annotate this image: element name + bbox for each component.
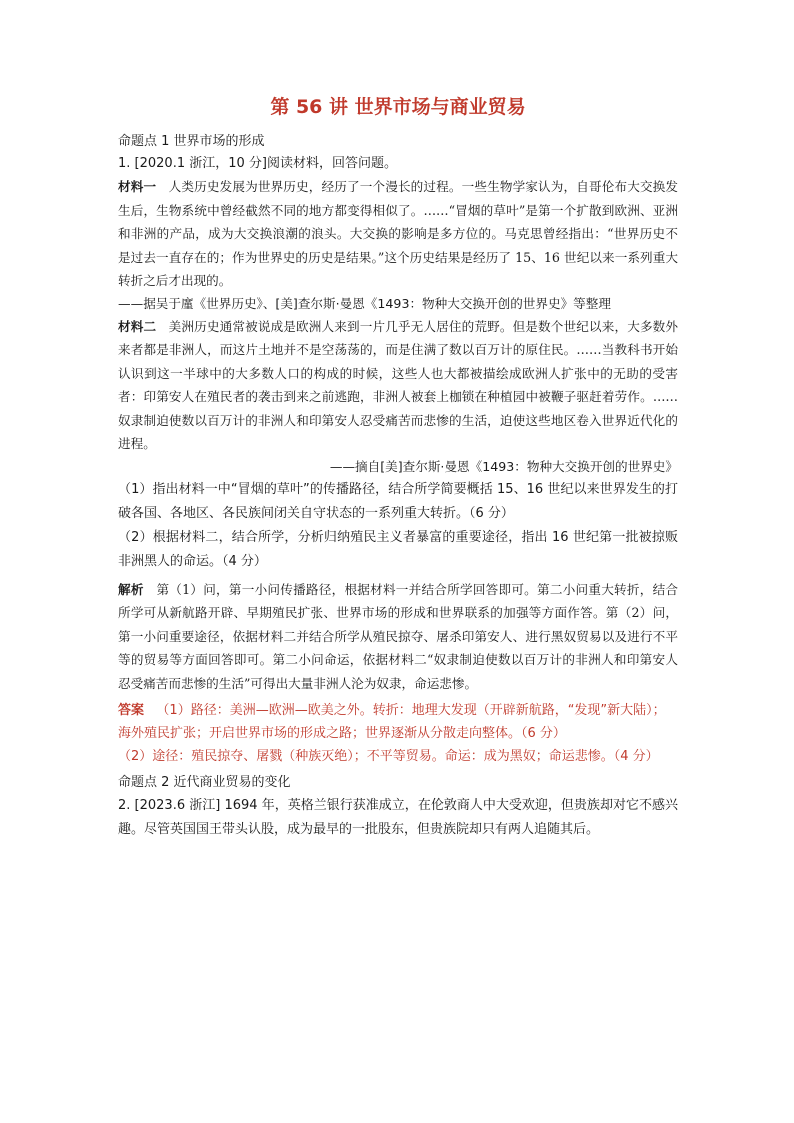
- analysis-label: 解析: [118, 581, 144, 597]
- material-1-text: 人类历史发展为世界历史，经历了一个漫长的过程。一些生物学家认为，自哥伦布大交换发生后，生物系统中曾经截然不同的地方都变得相似了。……“冒烟的草叶”是第一个扩散到欧洲、亚洲和非洲的产品，成为大交换浪潮的浪头。大交换的影响是多方位的。马克思曾经指出：“世界历史不是过去一直存在的；作为世界史的历史是结果。”这个历史结果是经历了 15、16 世纪以来一系列重大转折之后才出现的。: [118, 179, 679, 288]
- answer-1-text: （1）路径：美洲—欧洲—欧美之外。转折：地理大发现（开辟新航路，“发现”新大陆）；海外殖民扩张；开启世界市场的形成之路；世界逐渐从分散走向整体。（6 分）: [118, 703, 666, 741]
- material-1-source: ——据吴于廑《世界历史》、[美]查尔斯·曼恩《1493：物种大交换开创的世界史》等整理: [118, 295, 611, 311]
- material-2-text: 美洲历史通常被说成是欧洲人来到一片几乎无人居住的荒野。但是数个世纪以来，大多数外来者都是非洲人，而这片土地并不是空荡荡的，而是住满了数以百万计的原住民。……当教科书开始认识到这一半球中的大多数人口的构成的时候，这些人也大都被描绘成欧洲人扩张中的无助的受害者：印第安人在殖民者的袭击到来之前逃跑，非洲人被套上枷锁在种植园中被鞭子驱赶着劳作。……奴隶制迫使数以百万计的非洲人和印第安人忍受痛苦而悲惨的生活，迫使这些地区卷入世界近代化的进程。: [118, 318, 679, 451]
- document-page: [118, 92, 678, 842]
- material-2-source: ——摘自[美]查尔斯·曼恩《1493：物种大交换开创的世界史》: [329, 458, 678, 474]
- material-2: [118, 315, 678, 456]
- section-heading-2: 命题点 2 近代商业贸易的变化: [118, 775, 291, 790]
- answer-part-2: （2）途径：殖民掠夺、屠戮（种族灭绝）；不平等贸易。命运：成为黑奴；命运悲惨。（4 分）: [118, 749, 659, 764]
- material-2-label: 材料二: [118, 318, 157, 334]
- page-title: 第 56 讲 世界市场与商业贸易: [270, 96, 526, 118]
- question-1-header: 1. [2020.1 浙江，10 分]阅读材料，回答问题。: [118, 156, 397, 171]
- answer-label: 答案: [118, 703, 145, 718]
- material-1: [118, 175, 678, 293]
- question-2-text: 2. [2023.6 浙江] 1694 年，英格兰银行获准成立，在伦敦商人中大受欢迎，但贵族却对它不感兴趣。尽管英国国王带头认股，成为最早的一批股东，但贵族院却只有两人追随其后。: [118, 798, 678, 837]
- question-1-part-1: （1）指出材料一中“冒烟的草叶”的传播路径，结合所学简要概括 15、16 世纪以来世界发生的打破各国、各地区、各民族间闭关自守状态的一系列重大转折。（6 分）: [118, 481, 678, 521]
- answer-part-1: [118, 699, 678, 745]
- analysis-text: 第（1）问，第一小问传播路径，根据材料一并结合所学回答即可。第二小问重大转折，结合所学可从新航路开辟、早期殖民扩张、世界市场的形成和世界联系的加强等方面作答。第（2）问，第一小问重要途径，依据材料二并结合所学从殖民掠夺、屠杀印第安人、进行黑奴贸易以及进行不平等的贸易等方面回答即可。第二小问命运，依据材料二“奴隶制迫使数以百万计的非洲人和印第安人忍受痛苦而悲惨的生活”可得出大量非洲人沦为奴隶，命运悲惨。: [118, 581, 679, 691]
- question-1-part-2: （2）根据材料二，结合所学，分析归纳殖民主义者暴富的重要途径，指出 16 世纪第一批被掠贩非洲黑人的命运。（4 分）: [118, 529, 678, 569]
- section-heading-1: 命题点 1 世界市场的形成: [118, 134, 265, 149]
- analysis: [118, 578, 678, 696]
- material-1-label: 材料一: [118, 179, 157, 194]
